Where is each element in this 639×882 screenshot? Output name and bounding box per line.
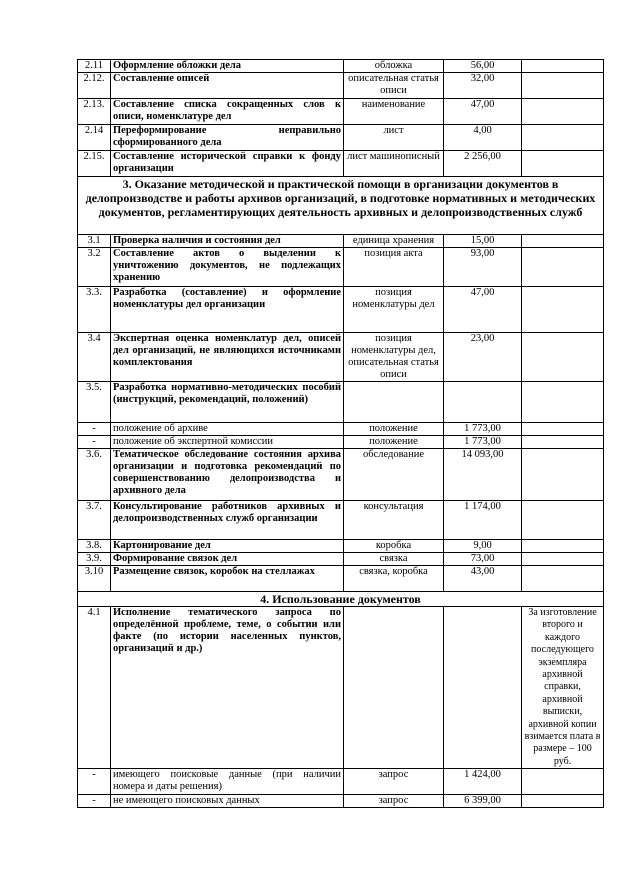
unit-of-measure: лист [344, 125, 444, 151]
price: 73,00 [444, 553, 522, 566]
price: 47,00 [444, 99, 522, 125]
note [522, 151, 604, 177]
table-row [78, 333, 604, 382]
fee-note: За изготовление второго и каждого последующего экземпляра архивной справки, архивной выписки, архивной копии взимается плата в размере – 100 руб. [522, 607, 604, 769]
unit-of-measure: связка, коробка [344, 566, 444, 592]
row-number: 3.2 [78, 248, 111, 287]
unit-of-measure: положение [344, 436, 444, 449]
note [522, 501, 604, 540]
unit-of-measure: обложка [344, 60, 444, 73]
table-row [78, 795, 604, 808]
table-row [78, 423, 604, 436]
unit-of-measure: позиция акта [344, 248, 444, 287]
section-heading [78, 592, 604, 607]
service-name: Экспертная оценка номенклатур дел, описей дел организаций, не являющихся источниками комплектования [111, 333, 344, 382]
price: 43,00 [444, 566, 522, 592]
row-number: 3.8. [78, 540, 111, 553]
unit-of-measure: лист машинописный [344, 151, 444, 177]
row-number: 3.3. [78, 287, 111, 333]
table-row [78, 235, 604, 248]
service-name: имеющего поисковые данные (при наличии номера и даты решения) [111, 769, 344, 795]
service-name: Разработка нормативно-методических пособий (инструкций, рекомендаций, положений) [111, 382, 344, 423]
row-number: 3.5. [78, 382, 111, 423]
service-name: Консультирование работников архивных и делопроизводственных служб организации [111, 501, 344, 540]
row-number: - [78, 436, 111, 449]
section-3-title: 3. Оказание методической и практической помощи в организации документов в делопроизводстве и работы архивов организаций, в подготовке нормативных и методических документов, регламентирующих деятельность архивных и делопроизводственных служб [78, 177, 604, 235]
unit-of-measure [344, 607, 444, 769]
service-name: не имеющего поисковых данных [111, 795, 344, 808]
price: 14 093,00 [444, 449, 522, 501]
price: 1 424,00 [444, 769, 522, 795]
price: 47,00 [444, 287, 522, 333]
table-row [78, 73, 604, 99]
section-4-title: 4. Использование документов [78, 592, 604, 607]
note [522, 436, 604, 449]
table-row [78, 60, 604, 73]
price: 93,00 [444, 248, 522, 287]
row-number: 4.1 [78, 607, 111, 769]
price: 56,00 [444, 60, 522, 73]
table-row [78, 125, 604, 151]
table-row [78, 287, 604, 333]
service-name: Картонирование дел [111, 540, 344, 553]
service-name: Исполнение тематического запроса по определённой проблеме, теме, о событии или факте (по истории населенных пунктов, организаций и др.) [111, 607, 344, 769]
service-name: Составление списка сокращенных слов к описи, номенклатуре дел [111, 99, 344, 125]
note [522, 60, 604, 73]
price: 1 174,00 [444, 501, 522, 540]
table-row [78, 553, 604, 566]
price: 4,00 [444, 125, 522, 151]
price: 2 256,00 [444, 151, 522, 177]
service-name: Размещение связок, коробок на стеллажах [111, 566, 344, 592]
note [522, 73, 604, 99]
note [522, 125, 604, 151]
note [522, 423, 604, 436]
unit-of-measure: положение [344, 423, 444, 436]
unit-of-measure: наименование [344, 99, 444, 125]
unit-of-measure: связка [344, 553, 444, 566]
table-row [78, 607, 604, 769]
table-row [78, 540, 604, 553]
note [522, 287, 604, 333]
service-name: Проверка наличия и состояния дел [111, 235, 344, 248]
table-row [78, 449, 604, 501]
table-row [78, 501, 604, 540]
price [444, 382, 522, 423]
service-name: положение об архиве [111, 423, 344, 436]
service-name: Формирование связок дел [111, 553, 344, 566]
section-heading [78, 177, 604, 235]
note [522, 382, 604, 423]
row-number: 3.4 [78, 333, 111, 382]
table-row [78, 99, 604, 125]
note [522, 769, 604, 795]
note [522, 235, 604, 248]
row-number: 3.9. [78, 553, 111, 566]
table-row [78, 769, 604, 795]
price: 6 399,00 [444, 795, 522, 808]
unit-of-measure: описательная статья описи [344, 73, 444, 99]
unit-of-measure [344, 382, 444, 423]
row-number: 2.14 [78, 125, 111, 151]
row-number: 3.10 [78, 566, 111, 592]
price: 9,00 [444, 540, 522, 553]
row-number: 2.12. [78, 73, 111, 99]
row-number: - [78, 795, 111, 808]
note [522, 99, 604, 125]
price: 1 773,00 [444, 436, 522, 449]
unit-of-measure: консультация [344, 501, 444, 540]
row-number: 3.1 [78, 235, 111, 248]
row-number: 2.15. [78, 151, 111, 177]
note [522, 566, 604, 592]
row-number: 2.11 [78, 60, 111, 73]
service-name: Составление исторической справки к фонду организации [111, 151, 344, 177]
unit-of-measure: коробка [344, 540, 444, 553]
unit-of-measure: единица хранения [344, 235, 444, 248]
row-number: 3.6. [78, 449, 111, 501]
note [522, 553, 604, 566]
service-name: Переформирование неправильно сформированного дела [111, 125, 344, 151]
row-number: - [78, 423, 111, 436]
note [522, 795, 604, 808]
unit-of-measure: позиция номенклатуры дел [344, 287, 444, 333]
row-number: 2.13. [78, 99, 111, 125]
service-name: Оформление обложки дела [111, 60, 344, 73]
unit-of-measure: запрос [344, 795, 444, 808]
note [522, 449, 604, 501]
note [522, 540, 604, 553]
price: 15,00 [444, 235, 522, 248]
note [522, 248, 604, 287]
table-row [78, 566, 604, 592]
unit-of-measure: позиция номенклатуры дел, описательная статья описи [344, 333, 444, 382]
service-name: положение об экспертной комиссии [111, 436, 344, 449]
table-row [78, 248, 604, 287]
price [444, 607, 522, 769]
row-number: - [78, 769, 111, 795]
row-number: 3.7. [78, 501, 111, 540]
price: 1 773,00 [444, 423, 522, 436]
table-row [78, 436, 604, 449]
service-name: Составление описей [111, 73, 344, 99]
table-row [78, 382, 604, 423]
price: 23,00 [444, 333, 522, 382]
service-name: Разработка (составление) и оформление номенклатуры дел организации [111, 287, 344, 333]
service-name: Тематическое обследование состояния архива организации и подготовка рекомендаций по совершенствованию делопроизводства и архивного дела [111, 449, 344, 501]
service-name: Составление актов о выделении к уничтожению документов, не подлежащих хранению [111, 248, 344, 287]
tariff-table [77, 59, 604, 808]
unit-of-measure: запрос [344, 769, 444, 795]
note [522, 333, 604, 382]
table-row [78, 151, 604, 177]
price: 32,00 [444, 73, 522, 99]
unit-of-measure: обследование [344, 449, 444, 501]
